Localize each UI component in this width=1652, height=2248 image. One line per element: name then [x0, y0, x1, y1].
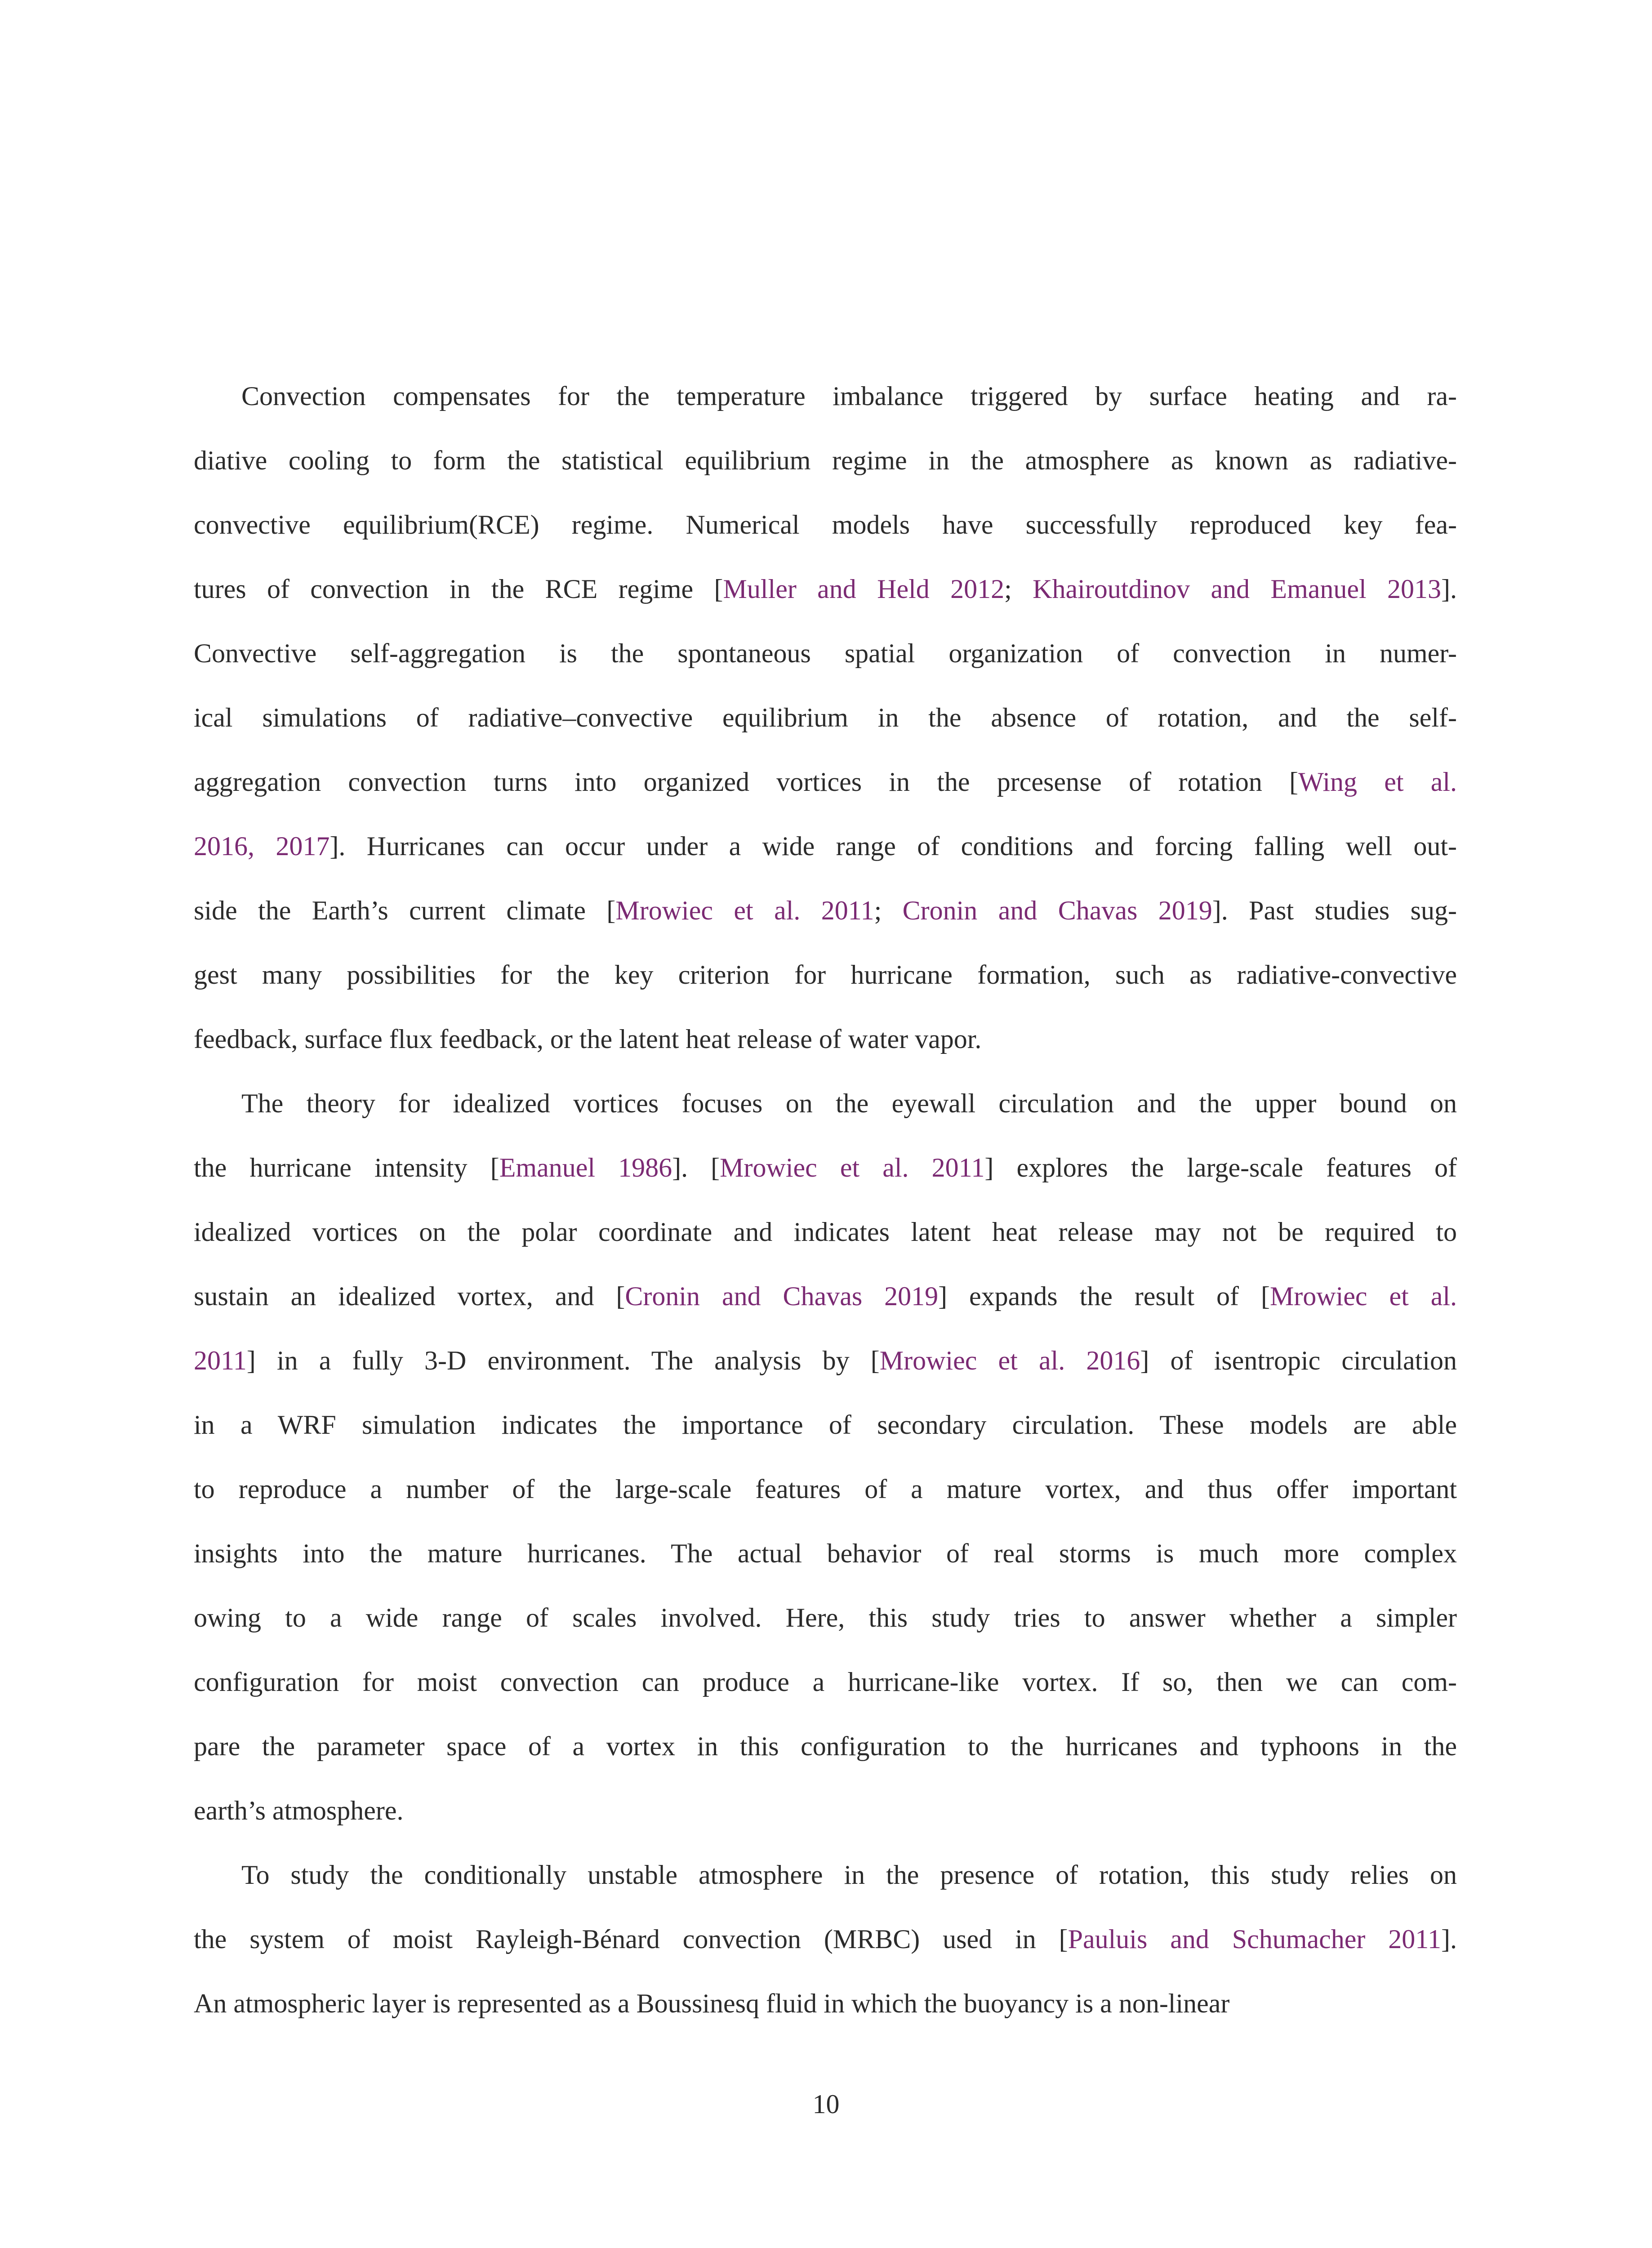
text-segment: the hurricane intensity [ — [194, 1153, 499, 1182]
text-segment: sustain an idealized vortex, and [ — [194, 1281, 625, 1311]
citation-link[interactable]: Mrowiec et al. — [1269, 1281, 1457, 1311]
text-segment: The theory for idealized vortices focuses on the eyewall circulation and the upper bound on — [241, 1088, 1457, 1118]
text-line — [194, 1457, 1457, 1521]
paragraph — [194, 1843, 1457, 2036]
text-segment: Convection compensates for the temperature imbalance triggered by surface heating and ra- — [241, 381, 1457, 411]
text-segment: gest many possibilities for the key criterion for hurricane formation, such as radiative-convective — [194, 960, 1457, 990]
citation-link[interactable]: Muller and Held 2012 — [723, 574, 1005, 604]
text-segment: tures of convection in the RCE regime [ — [194, 574, 723, 604]
citation-link[interactable]: Cronin and Chavas 2019 — [902, 896, 1212, 925]
text-segment: pare the parameter space of a vortex in this configuration to the hurricanes and typhoons in the — [194, 1731, 1457, 1761]
text-line — [194, 1007, 1457, 1071]
text-line — [194, 493, 1457, 557]
text-segment: ]. Past studies sug- — [1212, 896, 1457, 925]
text-line — [194, 879, 1457, 943]
text-segment: configuration for moist convection can produce a hurricane-like vortex. If so, then we can com- — [194, 1667, 1457, 1697]
text-line — [194, 1521, 1457, 1586]
text-segment: An atmospheric layer is represented as a Boussinesq fluid in which the buoyancy is a non-linear — [194, 1989, 1230, 2018]
text-segment: aggregation convection turns into organized vortices in the prcesense of rotation [ — [194, 767, 1299, 797]
text-line — [194, 1071, 1457, 1136]
text-line — [194, 1650, 1457, 1714]
citation-link[interactable]: 2011 — [194, 1346, 247, 1375]
page-number: 10 — [812, 2089, 840, 2119]
page-body — [194, 364, 1457, 2036]
text-line — [194, 1264, 1457, 1329]
text-segment: convective equilibrium(RCE) regime. Numerical models have successfully reproduced key fea- — [194, 510, 1457, 540]
text-segment: ]. — [1441, 1924, 1457, 1954]
citation-link[interactable]: 2016, 2017 — [194, 831, 330, 861]
text-line — [194, 814, 1457, 879]
text-segment: Convective self-aggregation is the spontaneous spatial organization of convection in numer- — [194, 638, 1457, 668]
text-line — [194, 1907, 1457, 1971]
text-segment: idealized vortices on the polar coordinate and indicates latent heat release may not be required to — [194, 1217, 1457, 1247]
citation-link[interactable]: Mrowiec et al. 2011 — [615, 896, 874, 925]
text-segment: owing to a wide range of scales involved. Here, this study tries to answer whether a simpler — [194, 1603, 1457, 1632]
text-segment: To study the conditionally unstable atmosphere in the presence of rotation, this study relies on — [241, 1860, 1457, 1890]
text-line — [194, 364, 1457, 428]
text-segment: feedback, surface flux feedback, or the latent heat release of water vapor. — [194, 1024, 982, 1054]
text-line — [194, 1779, 1457, 1843]
text-line — [194, 557, 1457, 621]
text-line — [194, 428, 1457, 493]
citation-link[interactable]: Mrowiec et al. 2016 — [879, 1346, 1140, 1375]
text-line — [194, 1136, 1457, 1200]
text-segment: insights into the mature hurricanes. The actual behavior of real storms is much more complex — [194, 1539, 1457, 1568]
text-line — [194, 1714, 1457, 1779]
text-line — [194, 1843, 1457, 1907]
text-segment: side the Earth’s current climate [ — [194, 896, 616, 925]
text-segment: earth’s atmosphere. — [194, 1796, 404, 1825]
text-line — [194, 750, 1457, 814]
text-segment: diative cooling to form the statistical equilibrium regime in the atmosphere as known as radiative- — [194, 446, 1457, 475]
text-line — [194, 943, 1457, 1007]
text-line — [194, 1393, 1457, 1457]
text-segment: ] of isentropic circulation — [1140, 1346, 1457, 1375]
citation-link[interactable]: Pauluis and Schumacher 2011 — [1068, 1924, 1442, 1954]
text-segment: ]. — [1441, 574, 1457, 604]
text-segment: ] expands the result of [ — [938, 1281, 1270, 1311]
text-line — [194, 1971, 1457, 2036]
text-line — [194, 1586, 1457, 1650]
text-segment: ; — [1004, 574, 1033, 604]
text-segment: ]. Hurricanes can occur under a wide range of conditions and forcing falling well out- — [330, 831, 1457, 861]
paragraph — [194, 1071, 1457, 1843]
citation-link[interactable]: Emanuel 1986 — [499, 1153, 672, 1182]
text-segment: to reproduce a number of the large-scale features of a mature vortex, and thus offer important — [194, 1474, 1457, 1504]
text-line — [194, 1329, 1457, 1393]
text-segment: ]. [ — [672, 1153, 720, 1182]
text-segment: the system of moist Rayleigh-Bénard convection (MRBC) used in [ — [194, 1924, 1068, 1954]
citation-link[interactable]: Wing et al. — [1298, 767, 1457, 797]
text-segment: ] explores the large-scale features of — [984, 1153, 1457, 1182]
text-segment: in a WRF simulation indicates the importance of secondary circulation. These models are able — [194, 1410, 1457, 1440]
citation-link[interactable]: Khairoutdinov and Emanuel 2013 — [1033, 574, 1442, 604]
citation-link[interactable]: Mrowiec et al. 2011 — [720, 1153, 985, 1182]
text-segment: ] in a fully 3-D environment. The analysis by [ — [246, 1346, 880, 1375]
text-segment: ical simulations of radiative–convective equilibrium in the absence of rotation, and the self- — [194, 703, 1457, 732]
text-line — [194, 1200, 1457, 1264]
text-line — [194, 686, 1457, 750]
paragraph — [194, 364, 1457, 1071]
text-segment: ; — [874, 896, 903, 925]
citation-link[interactable]: Cronin and Chavas 2019 — [625, 1281, 939, 1311]
text-line — [194, 621, 1457, 686]
